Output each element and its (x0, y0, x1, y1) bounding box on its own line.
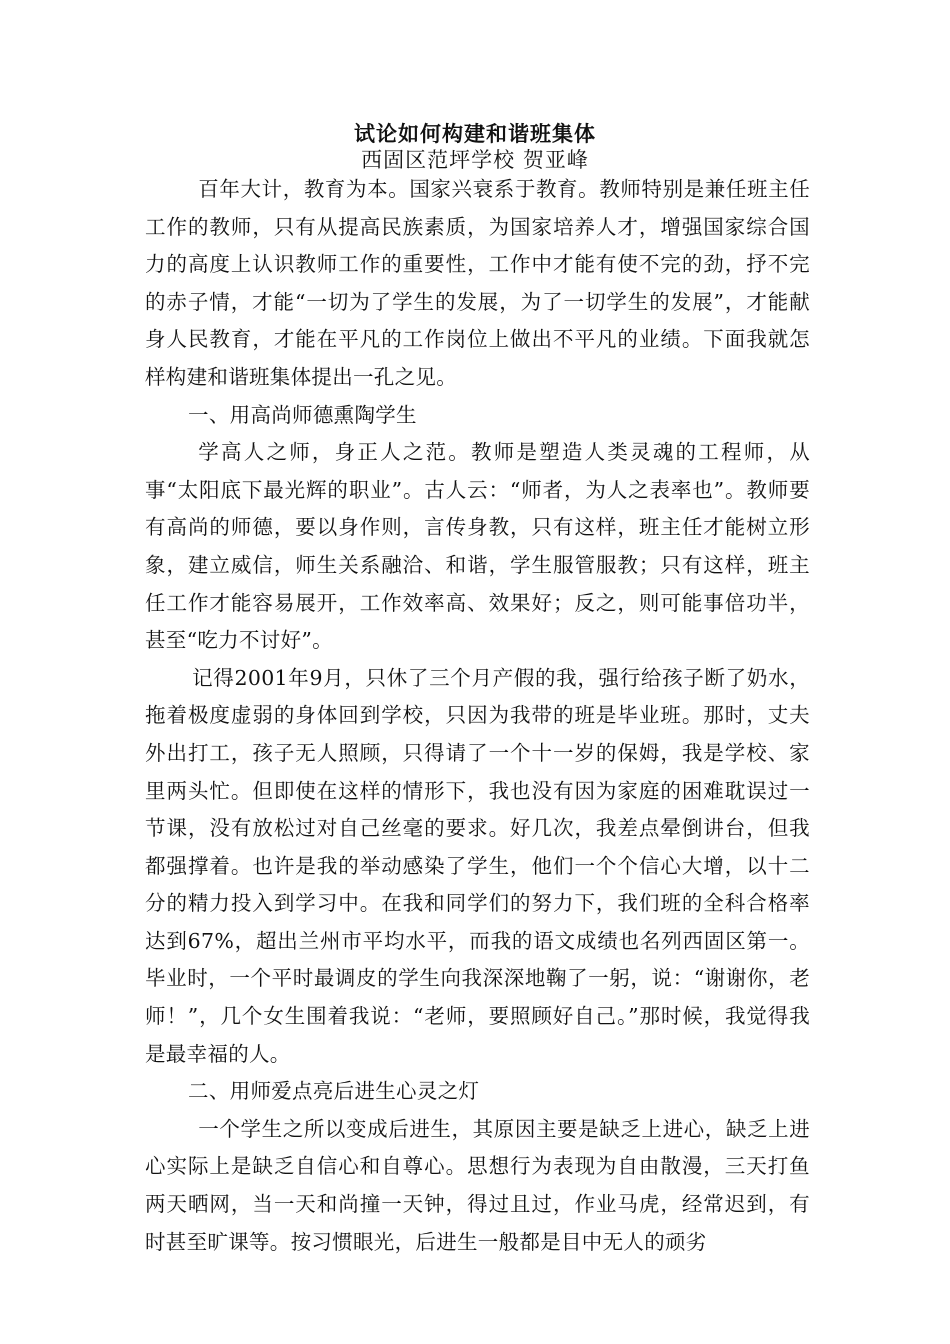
section-heading-2: 二、用师爱点亮后进生心灵之灯 (188, 1079, 480, 1104)
paragraph-personal-story: 记得2001年9月，只休了三个月产假的我，强行给孩子断了奶水，拖着极度虚弱的身体回到学校，只因为我带的班是毕业班。那时，丈夫外出打工，孩子无人照顾，只得请了一个十一岁的保姆，我是学校、家里两头忙。但即使在这样的情形下，我也没有因为家庭的困难耽误过一节课，没有放松过对自己丝毫的要求。好几次，我差点晕倒讲台，但我都强撑着。也许是我的举动感染了学生，他们一个个信心大增，以十二分的精力投入到学习中。在我和同学们的努力下，我们班的全科合格率达到67%，超出兰州市平均水平，而我的语文成绩也名列西固区第一。毕业时，一个平时最调皮的学生向我深深地鞠了一躬，说：“谢谢你，老师！”，几个女生围着我说：“老师，要照顾好自己。”那时候，我觉得我是最幸福的人。 (145, 665, 810, 1066)
paragraph-teacher-ethics: 学高人之师，身正人之范。教师是塑造人类灵魂的工程师，从事“太阳底下最光辉的职业”。古人云：“师者，为人之表率也”。教师要有高尚的师德，要以身作则，言传身教，只有这样，班主任才能树立形象，建立威信，师生关系融洽、和谐，学生服管服教；只有这样，班主任工作才能容易展开，工作效率高、效果好；反之，则可能事倍功半，甚至“吃力不讨好”。 (145, 440, 810, 653)
author-byline: 西固区范坪学校 贺亚峰 (361, 148, 589, 172)
paragraph-underachievers: 一个学生之所以变成后进生，其原因主要是缺乏上进心，缺乏上进心实际上是缺乏自信心和自尊心。思想行为表现为自由散漫，三天打鱼两天晒网，当一天和尚撞一天钟，得过且过，作业马虎，经常迟到，有时甚至旷课等。按习惯眼光，后进生一般都是目中无人的顽劣 (145, 1116, 810, 1254)
section-heading-1: 一、用高尚师德熏陶学生 (188, 402, 417, 427)
document-body (145, 171, 810, 1261)
paragraph-intro: 百年大计，教育为本。国家兴衰系于教育。教师特别是兼任班主任工作的教师，只有从提高民族素质，为国家培养人才，增强国家综合国力的高度上认识教师工作的重要性，工作中才能有使不完的劲，抒不完的赤子情，才能“一切为了学生的发展，为了一切学生的发展”，才能献身人民教育，才能在平凡的工作岗位上做出不平凡的业绩。下面我就怎样构建和谐班集体提出一孔之见。 (145, 177, 810, 389)
document-title: 试论如何构建和谐班集体 (354, 121, 596, 146)
